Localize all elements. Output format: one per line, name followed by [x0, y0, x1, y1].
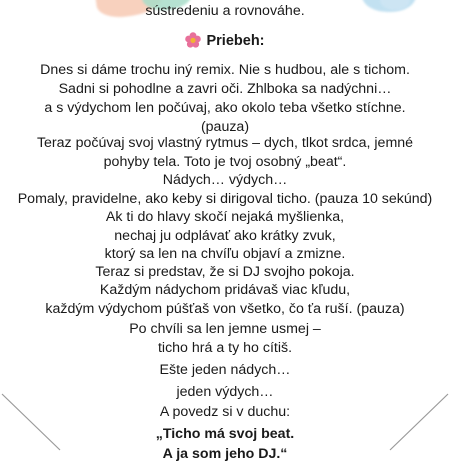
closing-quote-line: „Ticho má svoj beat.	[155, 426, 295, 442]
script-line: Ešte jeden nádych…	[159, 362, 291, 378]
script-line: (pauza)	[200, 119, 250, 135]
flower-icon	[185, 32, 201, 48]
script-line: Teraz si predstav, že si DJ svojho pokoja.	[95, 264, 355, 280]
script-line: Nádych… výdych…	[162, 172, 288, 188]
script-line: Sadni si pohodlne a zavri oči. Zhlboka sa nadýchni…	[58, 81, 392, 97]
script-line: Každým nádychom pridávaš viac kľudu,	[99, 282, 351, 298]
closing-quote-line-partial: A ja som jeho DJ.“	[162, 446, 288, 462]
section-heading-label: Priebeh:	[206, 33, 265, 49]
script-line: ktorý sa len na chvíľu objaví a zmizne.	[104, 246, 346, 262]
script-line: pohyby tela. Toto je tvoj osobný „beat“.	[103, 154, 347, 170]
script-line: a s výdychom len počúvaj, ako okolo teba všetko stíchne.	[44, 100, 406, 116]
script-line: nechaj ju odplávať ako krátky zvuk,	[114, 228, 336, 244]
script-line: Po chvíli sa len jemne usmej –	[129, 321, 321, 337]
intro-text-tail: sústredeniu a rovnováhe.	[145, 3, 305, 19]
section-heading	[0, 32, 450, 50]
script-line: ticho hrá a ty ho cítiš.	[157, 340, 293, 356]
script-line: jeden výdych…	[176, 384, 274, 400]
script-line: Pomaly, pravidelne, ako keby si dirigoval ticho. (pauza 10 sekúnd)	[17, 191, 433, 207]
script-line: každým výdychom púšťaš von všetko, čo ťa ruší. (pauza)	[45, 301, 405, 317]
script-line: Dnes si dáme trochu iný remix. Nie s hudbou, ale s tichom.	[40, 62, 410, 78]
script-line: Ak ti do hlavy skočí nejaká myšlienka,	[105, 209, 345, 225]
script-line: A povedz si v duchu:	[159, 404, 291, 420]
script-line: Teraz počúvaj svoj vlastný rytmus – dych, tlkot srdca, jemné	[36, 135, 414, 151]
